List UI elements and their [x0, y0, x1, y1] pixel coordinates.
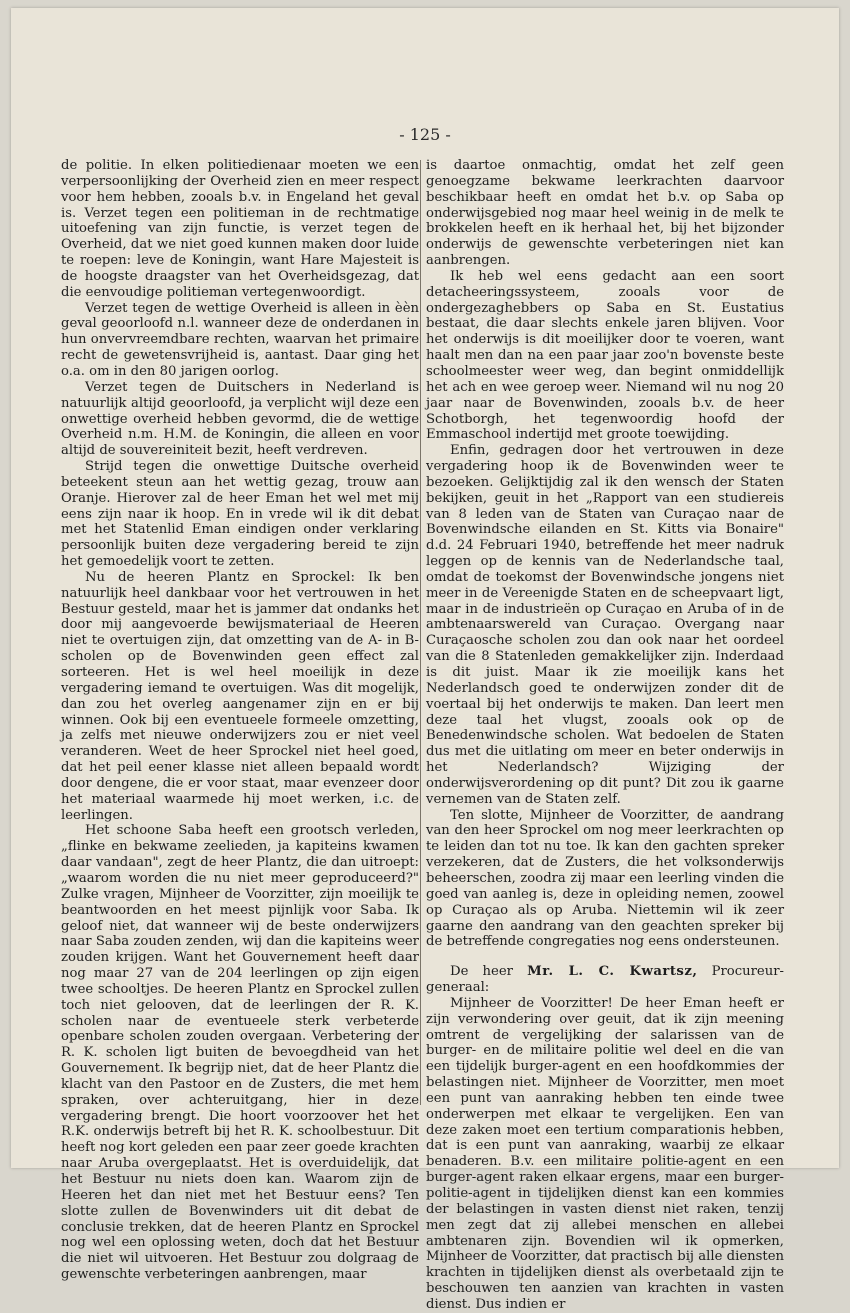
paragraph: Strijd tegen die onwettige Duitsche overheid beteekent steun aan het wettig gezag, trouw aan Oranje. Hierover zal de heer Eman het wel met mij eens zijn naar ik hoop. En in vrede wil ik dit debat met het Statenlid Eman eindigen onder verklaring persoonlijk buiten deze vergadering bereid te zijn het gemoedelijk voort te zetten. [61, 459, 419, 570]
paragraph: Enfin, gedragen door het vertrouwen in deze vergadering hoop ik de Bovenwinden weer te bezoeken. Gelijktijdig zal ik den wensch der Staten bekijken, geuit in het „Rapport van een studiereis van 8 leden van de Staten van Curaçao naar de Bovenwindsche eilanden en St. Kitts via Bonaire" d.d. 24 Februari 1940, betreffende het meer nadruk leggen op de kennis van de Nederlandsche taal, omdat de toekomst der Bovenwindsche jongens niet meer in de Vereenigde Staten en de scheepvaart ligt, maar in de industrieën op Curaçao en Aruba of in de ambtenaarswereld van Curaçao. Overgang naar Curaçaosche scholen zou dan ook naar het oordeel van die 8 Statenleden gemakkelijker zijn. Inderdaad is dit juist. Maar ik zie moeilijk kans het Nederlandsch goed te onderwijzen zonder dit de voertaal bij het onderwijs te maken. Dan leert men deze taal het vlugst, zooals ook op de Benedenwindsche scholen. Wat bedoelen de Staten dus met die uitlating om meer en beter onderwijs in het Nederlandsch? Wijziging der onderwijsverordening op dit punt? Dit zou ik gaarne vernemen van de Staten zelf. [426, 443, 784, 807]
right-column [426, 158, 784, 1313]
speaker-prefix: De heer [450, 964, 513, 980]
paragraph: de politie. In elken politiedienaar moeten we een verpersoonlijking der Overheid zien en meer respect voor hem hebben, zooals b.v. in Engeland het geval is. Verzet tegen een politieman in de rechtmatige uitoefening van zijn functie, is verzet tegen de Overheid, dat we niet goed kunnen maken door luide te roepen: leve de Koningin, want Hare Majesteit is de hoogste draagster van het Overheidsgezag, dat die eenvoudige politieman vertegenwoordigt. [61, 158, 419, 300]
paragraph: Het schoone Saba heeft een grootsch verleden, „flinke en bekwame zeelieden, ja kapiteins kwamen daar vandaan", zegt de heer Plantz, die dan uitroept: „waarom worden die nu niet meer geproduceerd?" Zulke vragen, Mijnheer de Voorzitter, zijn moeilijk te beantwoorden en het meest pijnlijk voor Saba. Ik geloof niet, dat wanneer wij de beste onderwijzers naar Saba zouden zenden, wij dan die kapiteins weer zouden krijgen. Want het Gouvernement heeft daar nog maar 27 van de 204 leerlingen op zijn eigen twee schooltjes. De heeren Plantz en Sprockel zullen toch niet gelooven, dat de leerlingen der R. K. scholen naar de eventueele sterk verbeterde openbare scholen zouden overgaan. Verbetering der R. K. scholen ligt buiten de bevoegdheid van het Gouvernement. Ik begrijp niet, dat de heer Plantz die klacht van den Pastoor en de Zusters, die met hem spraken, over achteruitgang, hier in deze vergadering brengt. Die hoort voorzoover het het R.K. onderwijs betreft bij het R. K. schoolbestuur. Dit heeft nog kort geleden een paar zeer goede krachten naar Aruba overgeplaatst. Het is overduidelijk, dat het Bestuur nu niets doen kan. Waarom zijn de Heeren het dan niet met het Bestuur eens? Ten slotte zullen de Bovenwinders uit dit debat de conclusie trekken, dat de heeren Plantz en Sprockel nog wel een oplossing weten, doch dat het Bestuur die niet wil uitvoeren. Het Bestuur zou dolgraag de gewenschte verbeteringen aanbrengen, maar [61, 823, 420, 1283]
speaker-name: Mr. L. C. Kwartsz, [527, 964, 698, 980]
paragraph: Nu de heeren Plantz en Sprockel: Ik ben natuurlijk heel dankbaar voor het vertrouwen in het Bestuur gesteld, maar het is jammer dat ondanks het door mij aangevoerde bewijsmateriaal de Heeren niet te overtuigen zijn, dat omzetting van de A- in B-scholen op de Bovenwinden geen effect zal sorteeren. Het is wel heel moeilijk in deze vergadering iemand te overtuigen. Was dit mogelijk, dan zou het overleg aangenamer zijn en er bij winnen. Ook bij een eventueele formeele omzetting, ja zelfs met nieuwe onderwijzers zou er niet veel veranderen. Weet de heer Sprockel niet heel goed, dat het peil eener klasse niet alleen bepaald wordt door dengene, die er voor staat, maar evenzeer door het materiaal waarmede hij moet werken, i.c. de leerlingen. [61, 569, 419, 823]
column-divider [420, 160, 421, 1105]
speaker-role: Procureur-generaal: [426, 964, 784, 996]
paragraph: is daartoe onmachtig, omdat het zelf geen genoegzame bekwame leerkrachten daarvoor beschikbaar heeft en omdat het b.v. op Saba op onderwijsgebied nog maar heel weinig in de melk te brokkelen heeft en ik herhaal het, bij het bijzonder onderwijs de gewenschte verbeteringen niet kan aanbrengen. [426, 158, 784, 269]
paragraph: Ten slotte, Mijnheer de Voorzitter, de aandrang van den heer Sprockel om nog meer leerkrachten op te leiden dan tot nu toe. Ik kan den gachten spreker verzekeren, dat de Zusters, die het volksonderwijs beheerschen, zoodra zij maar een leerling vinden die goed van aanleg is, deze in opleiding nemen, zoowel op Curaçao als op Aruba. Niettemin wil ik zeer gaarne den aandrang van den geachten spreker bij de betreffende congregaties nog eens ondersteunen. [426, 807, 784, 950]
left-column [61, 158, 419, 1283]
paragraph: Verzet tegen de wettige Overheid is alleen in èèn geval geoorloofd n.l. wanneer deze de onderdanen in hun onvervreemdbare rechten, waarvan het primaire recht de gewetensvrijheid is, aantast. Daar ging het o.a. om in den 80 jarigen oorlog. [61, 300, 419, 379]
paragraph: Verzet tegen de Duitschers in Nederland is natuurlijk altijd geoorloofd, ja verplicht wijl deze een onwettige overheid hebben gevormd, die de wettige Overheid n.m. H.M. de Koningin, die alleen en voor altijd de souvereiniteit bezit, heeft verdreven. [61, 379, 419, 459]
paragraph: Ik heb wel eens gedacht aan een soort detacheeringssysteem, zooals voor de ondergezaghebbers op Saba en St. Eustatius bestaat, die daar slechts enkele jaren blijven. Voor het onderwijs is dit moeilijker door te voeren, want haalt men dan na een paar jaar zoo'n bovenste beste schoolmeester weer weg, dan begint onmiddellijk het ach en wee geroep weer. Niemand wil nu nog 20 jaar naar de Bovenwinden, zooals b.v. de heer Schotborgh, het tegenwoordig hoofd der Emmaschool indertijd met groote toewijding. [426, 268, 784, 443]
speaker-line [426, 964, 784, 996]
paragraph: Mijnheer de Voorzitter! De heer Eman heeft er zijn verwondering over geuit, dat ik zijn meening omtrent de vergelijking der salarissen van de burger- en de militaire politie wel deel en die van een tijdelijk burger-agent en een hoofdkommies der belastingen niet. Mijnheer de Voorzitter, men moet een punt van aanraking hebben ten einde twee onderwerpen met elkaar te vergelijken. Een van deze zaken moet een tertium comparationis hebben, dat is een punt van aanraking, waarbij ze elkaar benaderen. B.v. een militaire politie-agent en een burger-agent raken elkaar ergens, maar een burger-politie-agent in tijdelijken dienst kan een kommies der belastingen in vasten dienst niet raken, tenzij men zegt dat zij allebei menschen en allebei ambtenaren zijn. Bovendien wil ik opmerken, Mijnheer de Voorzitter, dat practisch bij alle diensten krachten in tijdelijken dienst als overbetaald zijn te beschouwen ten aanzien van krachten in vasten dienst. Dus indien er [426, 995, 784, 1312]
page-number: - 125 - [399, 125, 451, 144]
